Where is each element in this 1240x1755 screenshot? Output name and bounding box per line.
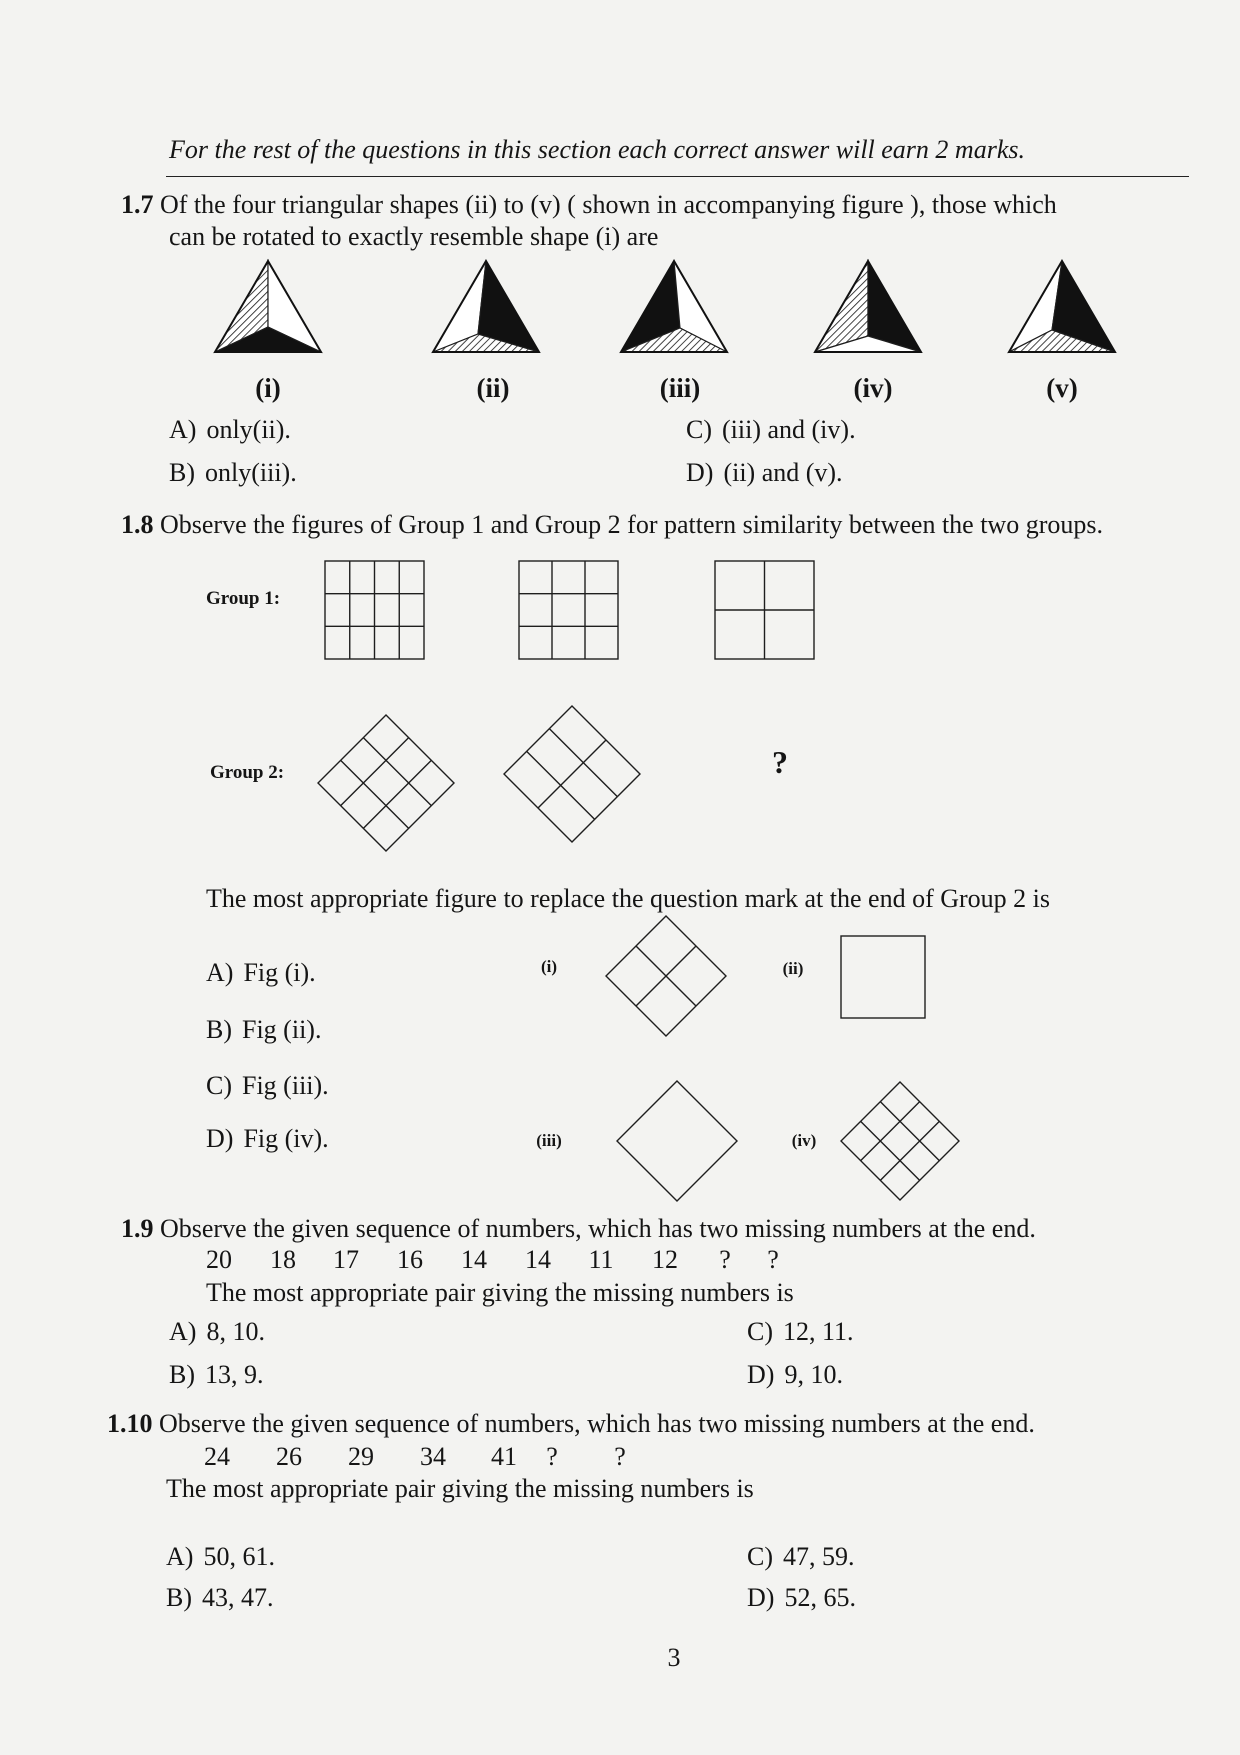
option-figure-label-iv: (iv) <box>791 1131 817 1150</box>
option-text: 9, 10. <box>784 1360 843 1389</box>
group-2-figure-1 <box>318 715 454 851</box>
option-figure-label-iii: (iii) <box>536 1131 562 1150</box>
option-key: A) <box>166 1542 194 1571</box>
option-figure-i <box>606 916 726 1036</box>
triangle-figure-iii <box>621 261 727 352</box>
option-text: 47, 59. <box>783 1542 855 1571</box>
option-figure-iv <box>841 1082 959 1200</box>
question-text: Observe the figures of Group 1 and Group 2 for pattern similarity between the two groups. <box>160 510 1103 539</box>
option-d <box>686 458 843 488</box>
option-key: A) <box>169 1317 197 1346</box>
triangle-figure-v <box>1009 261 1115 352</box>
sequence-missing-item: ? <box>767 1245 779 1274</box>
option-a <box>169 1317 265 1347</box>
option-key: D) <box>206 1124 234 1153</box>
option-c <box>686 415 856 445</box>
question-text: Observe the given sequence of numbers, which has two missing numbers at the end. <box>160 1214 1036 1243</box>
option-b <box>166 1583 274 1613</box>
grid-frame <box>519 561 618 659</box>
question-1-7-line-1 <box>121 190 1057 220</box>
option-a <box>206 958 316 988</box>
option-b <box>169 1360 264 1390</box>
option-key: D) <box>686 458 714 487</box>
sequence-item: 17 <box>333 1245 359 1274</box>
option-text: 52, 65. <box>784 1583 856 1612</box>
sequence-missing-item: ? <box>719 1245 731 1274</box>
option-text: 50, 61. <box>203 1542 275 1571</box>
group-1-label: Group 1: <box>206 588 281 609</box>
section-instruction: For the rest of the questions in this section each correct answer will earn 2 marks. <box>169 135 1025 164</box>
sequence-item: 18 <box>270 1245 296 1274</box>
option-key: B) <box>166 1583 192 1612</box>
instruction-rule <box>166 176 1189 177</box>
option-c <box>747 1317 854 1347</box>
sequence-item: 16 <box>397 1245 423 1274</box>
sequence-item: 29 <box>348 1442 374 1471</box>
option-a <box>169 415 291 445</box>
group-2-figure-2 <box>504 706 640 842</box>
sequence-item: 41 <box>491 1442 517 1471</box>
option-key: A) <box>206 958 234 987</box>
figure-label-v: (v) <box>1046 373 1078 403</box>
option-text: Fig (i). <box>243 958 316 987</box>
option-figure-iii <box>617 1081 737 1201</box>
option-text: 8, 10. <box>206 1317 265 1346</box>
question-1-8-prompt: The most appropriate figure to replace the question mark at the end of Group 2 is <box>206 884 1051 913</box>
group-2-label: Group 2: <box>210 762 285 783</box>
option-key: C) <box>206 1071 232 1100</box>
diamond-line <box>341 760 409 828</box>
question-text: Of the four triangular shapes (ii) to (v) ( shown in accompanying figure ), those which <box>160 190 1057 219</box>
sequence-missing-item: ? <box>614 1442 626 1471</box>
missing-figure-mark: ? <box>772 744 788 780</box>
question-number: 1.9 <box>121 1214 154 1243</box>
group-1-figure-3 <box>715 561 814 659</box>
option-key: B) <box>169 458 195 487</box>
option-text: (ii) and (v). <box>723 458 843 487</box>
option-key: A) <box>169 415 197 444</box>
triangle-figure-iv <box>815 261 921 352</box>
sequence-missing-item: ? <box>546 1442 558 1471</box>
sequence-item: 26 <box>276 1442 302 1471</box>
option-text: only(iii). <box>205 458 297 487</box>
question-1-9 <box>121 1214 1036 1244</box>
question-number: 1.7 <box>121 190 154 219</box>
option-key: B) <box>169 1360 195 1389</box>
option-text: Fig (iv). <box>243 1124 329 1153</box>
option-key: D) <box>747 1360 775 1389</box>
question-number: 1.8 <box>121 510 154 539</box>
option-figure-label-i: (i) <box>540 957 558 976</box>
option-a <box>166 1542 275 1572</box>
option-b <box>206 1015 321 1045</box>
option-text: 43, 47. <box>202 1583 274 1612</box>
option-key: C) <box>747 1317 773 1346</box>
option-text: Fig (iii). <box>242 1071 329 1100</box>
question-1-7-line-2: can be rotated to exactly resemble shape (i) are <box>169 222 659 251</box>
option-figure-label-ii: (ii) <box>782 959 804 978</box>
question-1-9-prompt: The most appropriate pair giving the missing numbers is <box>206 1278 794 1307</box>
option-c <box>206 1071 329 1101</box>
triangle-figure-i <box>215 261 321 352</box>
option-key: B) <box>206 1015 232 1044</box>
sequence-item: 14 <box>525 1245 551 1274</box>
triangle-figure-ii <box>433 261 539 352</box>
sequence-item: 12 <box>652 1245 678 1274</box>
diamond-frame <box>617 1081 737 1201</box>
figure-label-iv: (iv) <box>853 373 893 403</box>
diamond-line <box>363 738 431 806</box>
option-d <box>747 1360 843 1390</box>
option-key: C) <box>686 415 712 444</box>
sequence-item: 14 <box>461 1245 487 1274</box>
group-1-figure-1 <box>325 561 424 659</box>
question-1-10 <box>107 1409 1035 1439</box>
option-text: Fig (ii). <box>242 1015 322 1044</box>
diamond-frame <box>841 1082 959 1200</box>
sequence-item: 24 <box>204 1442 230 1471</box>
diamond-frame <box>318 715 454 851</box>
option-b <box>169 458 297 488</box>
option-c <box>747 1542 855 1572</box>
question-1-8 <box>121 510 1103 540</box>
option-text: 12, 11. <box>783 1317 854 1346</box>
question-text: Observe the given sequence of numbers, which has two missing numbers at the end. <box>159 1409 1035 1438</box>
sequence-item: 11 <box>588 1245 614 1274</box>
grid-frame <box>841 936 925 1018</box>
option-text: (iii) and (iv). <box>722 415 856 444</box>
diamond-line <box>341 738 409 806</box>
group-1-figure-2 <box>519 561 618 659</box>
option-figure-ii <box>841 936 925 1018</box>
option-text: only(ii). <box>206 415 291 444</box>
option-key: D) <box>747 1583 775 1612</box>
option-text: 13, 9. <box>205 1360 264 1389</box>
page-number: 3 <box>667 1643 681 1672</box>
question-number: 1.10 <box>107 1409 153 1438</box>
question-1-10-prompt: The most appropriate pair giving the missing numbers is <box>166 1474 754 1503</box>
option-key: C) <box>747 1542 773 1571</box>
option-d <box>747 1583 856 1613</box>
option-d <box>206 1124 329 1154</box>
figure-label-i: (i) <box>255 373 281 403</box>
diamond-line <box>538 740 606 808</box>
diamond-line <box>363 760 431 828</box>
figure-label-iii: (iii) <box>659 373 701 403</box>
figure-label-ii: (ii) <box>476 373 510 403</box>
sequence-item: 34 <box>420 1442 446 1471</box>
sequence-item: 20 <box>206 1245 232 1274</box>
